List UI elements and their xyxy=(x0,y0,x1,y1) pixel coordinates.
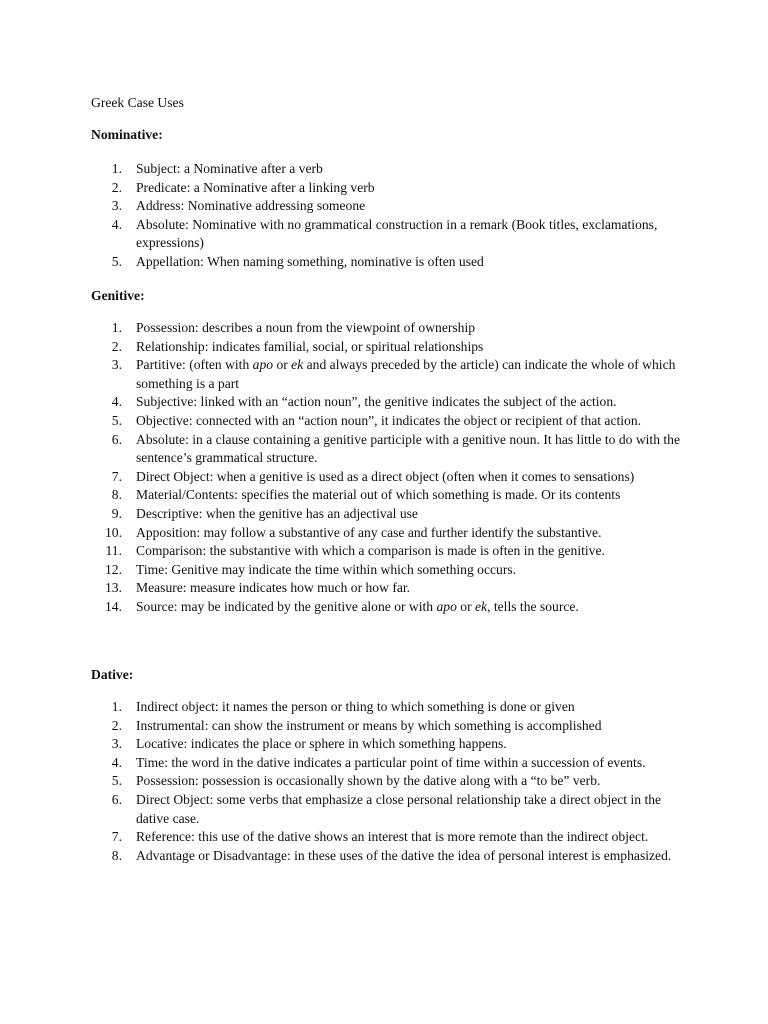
text-run: Relationship: indicates familial, social, or spiritual relationships xyxy=(136,338,484,354)
text-run: Material/Contents: specifies the material out of which something is made. Or its contents xyxy=(136,487,621,503)
list-item-text xyxy=(136,179,691,198)
list-item-text xyxy=(136,754,691,773)
text-run: Predicate: a Nominative after a linking verb xyxy=(136,179,375,195)
list-item xyxy=(91,356,691,393)
italic-term: ek xyxy=(475,598,488,614)
text-run: Indirect object: it names the person or thing to which something is done or given xyxy=(136,699,575,714)
list-item-number: 13. xyxy=(105,580,122,596)
list-item-number: 4. xyxy=(111,754,122,770)
list-item xyxy=(91,253,691,272)
list-item xyxy=(91,468,691,487)
list-item xyxy=(91,772,691,791)
list-item-text xyxy=(136,393,691,412)
list-item-number: 6. xyxy=(111,791,122,807)
list-item-text xyxy=(136,160,691,179)
text-run: Objective: connected with an “action noun”, it indicates the object or recipient of that action. xyxy=(136,412,642,428)
list-item-number: 8. xyxy=(111,487,122,503)
list-item xyxy=(91,791,691,828)
list-item xyxy=(91,828,691,847)
list-item-number: 2. xyxy=(111,717,122,733)
list-item-text xyxy=(136,561,691,580)
list-item xyxy=(91,735,691,754)
text-run: Instrumental: can show the instrument or means by which something is accomplished xyxy=(136,717,602,733)
list-item-number: 7. xyxy=(111,468,122,484)
list-item-number: 4. xyxy=(111,394,122,410)
text-run: , tells the source. xyxy=(487,598,579,614)
list-item-text xyxy=(136,847,691,866)
text-run: Direct Object: when a genitive is used as a direct object (often when it comes to sensations) xyxy=(136,468,635,484)
text-run: Address: Nominative addressing someone xyxy=(136,198,366,214)
text-run: Descriptive: when the genitive has an adjectival use xyxy=(136,505,418,521)
list-item-text xyxy=(136,717,691,736)
list-item-text xyxy=(136,431,691,468)
list-item-number: 9. xyxy=(111,505,122,521)
text-run: Source: may be indicated by the genitive alone or with xyxy=(136,598,437,614)
list-item-number: 2. xyxy=(111,338,122,354)
text-run: Advantage or Disadvantage: in these uses of the dative the idea of personal interest is emphasized. xyxy=(136,847,672,863)
list-item-text xyxy=(136,253,691,272)
list-item-text xyxy=(136,412,691,431)
list-item-number: 12. xyxy=(105,561,122,577)
text-run: Apposition: may follow a substantive of any case and further identify the substantive. xyxy=(136,524,602,540)
list-item-number: 3. xyxy=(111,357,122,373)
list-item xyxy=(91,338,691,357)
list-item-number: 8. xyxy=(111,847,122,863)
text-run: Direct Object: some verbs that emphasize a close personal relationship take a direct object in the dative case. xyxy=(136,791,662,826)
list-item xyxy=(91,505,691,524)
list-item-text xyxy=(136,791,691,828)
list-item xyxy=(91,847,691,866)
list-item-text xyxy=(136,828,691,847)
list-item xyxy=(91,160,691,179)
list-item-text xyxy=(136,735,691,754)
list-item xyxy=(91,412,691,431)
list-item xyxy=(91,579,691,598)
list-item xyxy=(91,754,691,773)
list-item-number: 3. xyxy=(111,736,122,752)
text-run: Time: Genitive may indicate the time within which something occurs. xyxy=(136,561,517,577)
list-item xyxy=(91,524,691,543)
list-item-number: 2. xyxy=(111,179,122,195)
list-item-text xyxy=(136,579,691,598)
text-run: or xyxy=(456,598,475,614)
list-item xyxy=(91,431,691,468)
list-item-text xyxy=(136,319,691,338)
list-item-text xyxy=(136,542,691,561)
italic-term: apo xyxy=(436,598,457,614)
list-item xyxy=(91,698,691,717)
text-run: Subject: a Nominative after a verb xyxy=(136,161,323,176)
list-item-text xyxy=(136,598,691,617)
list-item-text xyxy=(136,216,691,253)
section-heading-dative: Dative: xyxy=(91,667,134,682)
genitive-list xyxy=(91,319,691,617)
list-item-number: 1. xyxy=(111,161,122,176)
list-item xyxy=(91,717,691,736)
nominative-list xyxy=(91,160,691,272)
list-item xyxy=(91,561,691,580)
list-item-number: 5. xyxy=(111,253,122,269)
text-run: Absolute: in a clause containing a genitive participle with a genitive noun. It has little to do with the sentence’s grammatical structure. xyxy=(136,431,680,466)
text-run: Absolute: Nominative with no grammatical construction in a remark (Book titles, exclamations, expressions) xyxy=(136,216,658,251)
italic-term: apo xyxy=(252,357,274,373)
list-item-text xyxy=(136,505,691,524)
text-run: or xyxy=(273,357,292,373)
list-item-number: 5. xyxy=(111,773,122,789)
list-item-number: 10. xyxy=(105,524,122,540)
text-run: Comparison: the substantive with which a comparison is made is often in the genitive. xyxy=(136,543,605,559)
text-run: and always preceded by the article) can indicate the whole of which something is a part xyxy=(136,357,676,391)
dative-list xyxy=(91,698,691,865)
list-item-text xyxy=(136,468,691,487)
text-run: Appellation: When naming something, nominative is often used xyxy=(136,253,484,269)
italic-term: ek xyxy=(291,357,304,373)
list-item xyxy=(91,197,691,216)
list-item-number: 4. xyxy=(111,216,122,232)
list-item-text xyxy=(136,338,691,357)
list-item xyxy=(91,179,691,198)
list-item-number: 1. xyxy=(111,699,122,714)
text-run: Possession: describes a noun from the viewpoint of ownership xyxy=(136,320,476,335)
text-run: Reference: this use of the dative shows an interest that is more remote than the indirect object. xyxy=(136,829,649,845)
list-item xyxy=(91,542,691,561)
text-run: Time: the word in the dative indicates a particular point of time within a succession of events. xyxy=(136,754,646,770)
text-run: Partitive: (often with xyxy=(136,357,253,373)
list-item-number: 6. xyxy=(111,431,122,447)
section-heading-nominative: Nominative: xyxy=(91,127,163,142)
list-item xyxy=(91,598,691,617)
list-item-text xyxy=(136,772,691,791)
list-item xyxy=(91,216,691,253)
list-item-number: 5. xyxy=(111,412,122,428)
list-item-text xyxy=(136,524,691,543)
list-item xyxy=(91,319,691,338)
list-item xyxy=(91,486,691,505)
text-run: Measure: measure indicates how much or how far. xyxy=(136,580,411,596)
text-run: Possession: possession is occasionally shown by the dative along with a “to be” verb. xyxy=(136,773,601,789)
text-run: Subjective: linked with an “action noun”, the genitive indicates the subject of the action. xyxy=(136,394,617,410)
list-item-number: 1. xyxy=(111,320,122,335)
list-item-text xyxy=(136,356,691,393)
list-item-number: 3. xyxy=(111,198,122,214)
list-item-number: 7. xyxy=(111,829,122,845)
list-item-number: 14. xyxy=(105,598,122,614)
list-item-text xyxy=(136,486,691,505)
list-item xyxy=(91,393,691,412)
document-title: Greek Case Uses xyxy=(91,95,184,110)
section-heading-genitive: Genitive: xyxy=(91,288,145,303)
list-item-text xyxy=(136,698,691,717)
list-item-number: 11. xyxy=(105,543,122,559)
list-item-text xyxy=(136,197,691,216)
text-run: Locative: indicates the place or sphere in which something happens. xyxy=(136,736,507,752)
